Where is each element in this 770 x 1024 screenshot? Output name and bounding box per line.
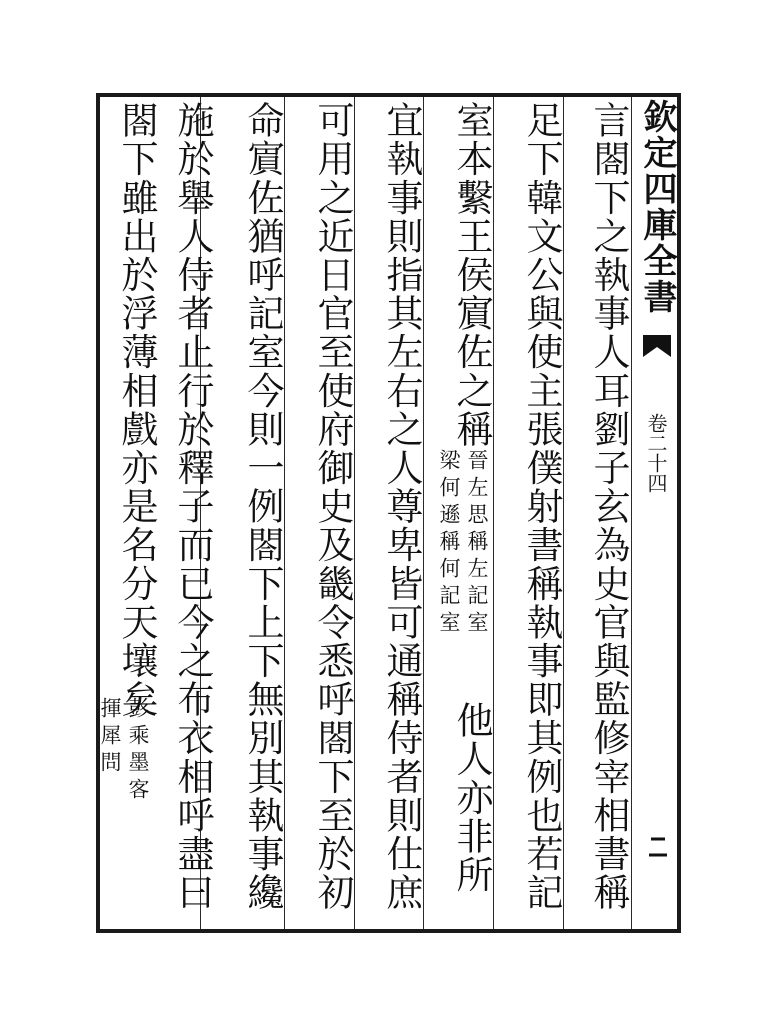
text-column-8: 閤下雖出於浮薄相戲亦是名分天壤矣 xyxy=(115,101,158,719)
tick-mark-icon xyxy=(645,833,671,873)
note-left: 揮犀問 xyxy=(98,697,122,778)
text-column-1: 言閤下之執事人耳劉子玄為史官與監修宰相書稱 xyxy=(587,101,630,912)
text-column-6: 命賔佐猶呼記室今則一例閤下上下無別其執事纔 xyxy=(241,101,284,912)
text-column-7: 施於舉人侍者止行於釋子而已今之布衣相呼盡曰 xyxy=(171,101,214,912)
text-column-3-continued: 他人亦非所 xyxy=(450,701,493,894)
text-column-3: 室本繫王侯賔佐之稱 xyxy=(450,101,493,449)
interlinear-note xyxy=(433,449,493,638)
text-column-5: 可用之近日官至使府御史及畿令悉呼閤下至於初 xyxy=(311,101,354,912)
volume-label: 卷二十四 xyxy=(644,413,668,493)
column-divider xyxy=(631,97,632,929)
interlinear-note xyxy=(94,697,154,805)
column-divider xyxy=(563,97,564,929)
page-frame xyxy=(96,93,681,933)
column-divider xyxy=(493,97,494,929)
column-divider xyxy=(423,97,424,929)
book-title: 欽定四庫全書 xyxy=(637,99,677,315)
note-right: 晉左思稱左記室 xyxy=(465,449,489,638)
center-fold-margin xyxy=(637,93,681,933)
note-right: 彭乘墨客 xyxy=(126,697,150,805)
column-divider xyxy=(354,97,355,929)
text-column-4: 宜執事則指其左右之人尊卑皆可通稱侍者則仕庶 xyxy=(380,101,423,912)
note-left: 梁何遜稱何記室 xyxy=(437,449,461,638)
text-column-2: 足下韓文公與使主張僕射書稱執事即其例也若記 xyxy=(520,101,563,912)
column-divider xyxy=(284,97,285,929)
fishtail-mark-icon xyxy=(641,333,673,359)
